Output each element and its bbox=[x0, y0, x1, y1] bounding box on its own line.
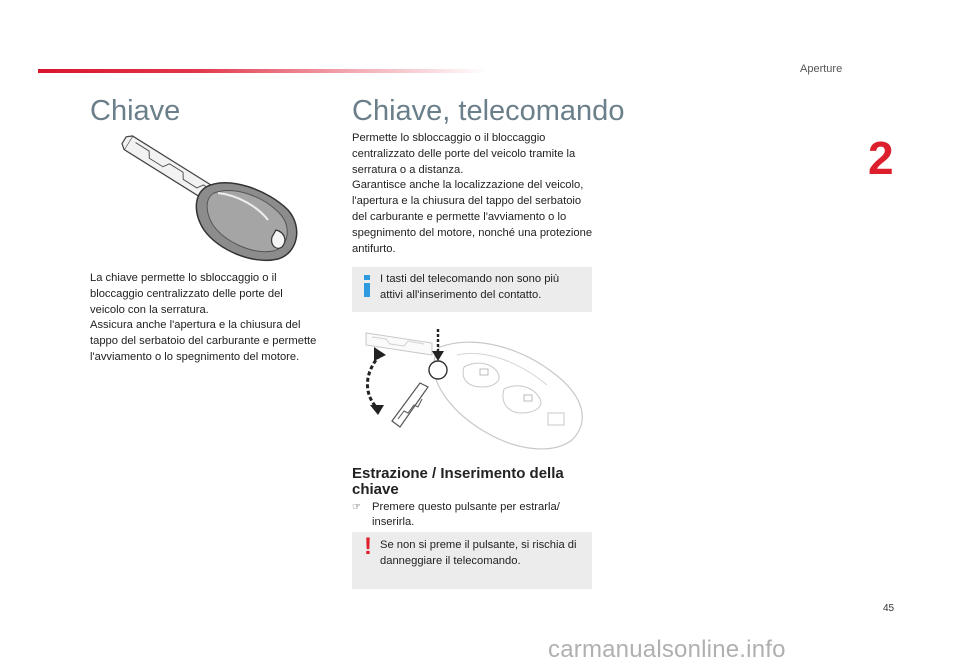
instruction-bullet bbox=[352, 500, 592, 530]
warning-icon: ! bbox=[364, 533, 372, 560]
info-note-text: I tasti del telecomando non sono più attivi all'inserimento del contatto. bbox=[380, 273, 560, 301]
key-illustration bbox=[118, 135, 303, 265]
chapter-number: 2 bbox=[868, 132, 894, 184]
instruction-bullet-text: Premere questo pulsante per estrarla/ inserirla. bbox=[372, 501, 560, 528]
watermark-text: carmanualsonline.info bbox=[548, 636, 786, 663]
remote-key-illustration bbox=[352, 325, 592, 463]
arrow-bullet-icon: ☞ bbox=[352, 502, 361, 513]
left-description: La chiave permette lo sbloccaggio o il bloccaggio centralizzato delle porte del veicolo con la serratura. Assicura anche l'apertura e la chiusura del tappo del serbatoio del carburante e permette l'avviamento o lo spegnimento del motore. bbox=[90, 272, 317, 363]
subsection-title: Estrazione / Inserimento della chiave bbox=[352, 465, 564, 498]
info-note bbox=[352, 267, 592, 312]
right-title: Chiave, telecomando bbox=[352, 95, 625, 127]
header-accent-bar bbox=[38, 69, 488, 73]
warning-note bbox=[352, 532, 592, 589]
right-description: Permette lo sbloccaggio o il bloccaggio centralizzato delle porte del veicolo tramite la serratura o a distanza. Garantisce anche la localizzazione del veicolo, l'apertura e la chiusura del tappo del serbatoio del carburante e permette l'avviamento o lo spegnimento del motore, nonché una protezione antifurto. bbox=[352, 132, 593, 255]
info-icon bbox=[364, 275, 370, 297]
warning-note-text: Se non si preme il pulsante, si rischia di danneggiare il telecomando. bbox=[380, 539, 577, 567]
section-title: Aperture bbox=[800, 63, 843, 75]
left-title: Chiave bbox=[90, 95, 181, 127]
page-number: 45 bbox=[883, 603, 895, 614]
